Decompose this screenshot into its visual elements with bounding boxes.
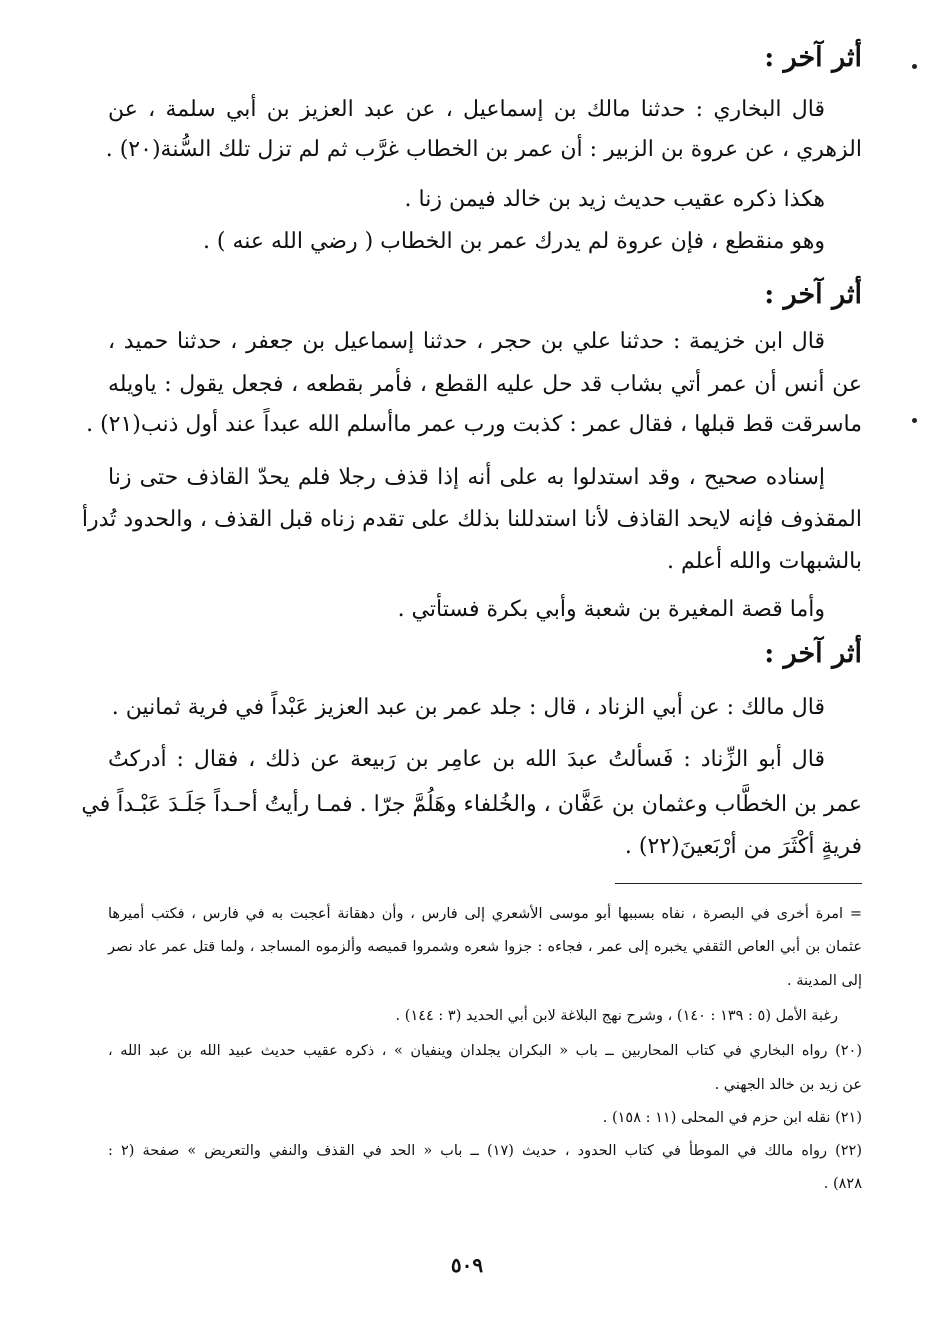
body-line: هكذا ذكره عقيب حديث زيد بن خالد فيمن زنا . [404,187,825,212]
body-line: ماسرقت قط قبلها ، فقال عمر : كذبت ورب عمر ماأسلم الله عبداً عند أول ذنب(٢١) . [86,412,862,437]
footnote-line: إلى المدينة . [787,973,862,989]
footnote-line: ٨٢٨) . [823,1176,862,1192]
section-heading: أثر آخر : [764,638,862,669]
body-line: قال مالك : عن أبي الزناد ، قال : جلد عمر بن عبد العزيز عَبْداً في فرية ثمانين . [111,695,825,720]
body-line: إسناده صحيح ، وقد استدلوا به على أنه إذا قذف رجلا فلم يحدّ القاذف حتى زنا [108,465,825,490]
body-line: عن أنس أن عمر أتي بشاب قد حل عليه القطع ، فأمر بقطعه ، فجعل يقول : ياويله [108,372,862,397]
body-line: عمر بن الخطَّاب وعثمان بن عَفَّان ، والخُلفاء وهَلُمَّ جرّا . فمـا رأيتُ أحـداً جَلَـدَ عَبْـداً في [81,792,862,817]
footnote-line: عثمان بن أبي العاص الثقفي يخبره إلى عمر ، فجاءه : جزوا شعره وشمروا قميصه وألزموه المساجد ، ولما قتل عمر عاد نصر [108,939,862,955]
scan-dot [912,418,917,423]
body-line: المقذوف فإنه لايحد القاذف لأنا استدللنا بذلك على تقدم زناه قبل القذف ، والحدود تُدرأ [81,507,862,532]
section-heading: أثر آخر : [764,42,862,73]
page-number: ٥٠٩ [450,1253,484,1277]
body-line: قال أبو الزِّناد : فَسألتُ عبدَ الله بن عامِر بن رَبيعة عن ذلك ، فقال : أدركتُ [108,747,825,772]
footnote-line: (٢٠) رواه البخاري في كتاب المحاربين ــ باب « البكران يجلدان وينفيان » ، ذكره عقيب حديث عبيد الله بن عبد الله ، [108,1043,862,1059]
footnote-line: رغبة الأمل (٥ : ١٣٩ : ١٤٠) ، وشرح نهج البلاغة لابن أبي الحديد (٣ : ١٤٤) . [395,1008,838,1024]
body-line: وأما قصة المغيرة بن شعبة وأبي بكرة فستأتي . [397,597,825,622]
body-line: الزهري ، عن عروة بن الزبير : أن عمر بن الخطاب غرَّب ثم لم تزل تلك السُّنة(٢٠) . [105,137,862,162]
footnote-line: (٢١) نقله ابن حزم في المحلى (١١ : ١٥٨) . [602,1110,862,1126]
body-line: قال ابن خزيمة : حدثنا علي بن حجر ، حدثنا إسماعيل بن جعفر ، حدثنا حميد ، [108,329,825,354]
footnote-line: (٢٢) رواه مالك في الموطأ في كتاب الحدود ، حديث (١٧) ــ باب « الحد في القذف والنفي والتعريض » صفحة (٢ : [108,1143,862,1159]
section-heading: أثر آخر : [764,279,862,310]
body-line: فريةٍ أكْثَرَ من أرْبَعينَ(٢٢) . [624,834,862,859]
scan-dot [912,64,917,69]
body-line: بالشبهات والله أعلم . [666,549,862,574]
footnote-line: عن زيد بن خالد الجهني . [714,1077,862,1093]
footnote-line: = امرة أخرى في البصرة ، نفاه بسببها أبو موسى الأشعري إلى فارس ، وأن دهقانة أعجبت به في فارس ، فكتب أميرها [108,906,862,922]
body-line: قال البخاري : حدثنا مالك بن إسماعيل ، عن عبد العزيز بن أبي سلمة ، عن [108,97,825,122]
body-line: وهو منقطع ، فإن عروة لم يدرك عمر بن الخطاب ( رضي الله عنه ) . [202,229,825,254]
footnote-separator [615,883,862,884]
